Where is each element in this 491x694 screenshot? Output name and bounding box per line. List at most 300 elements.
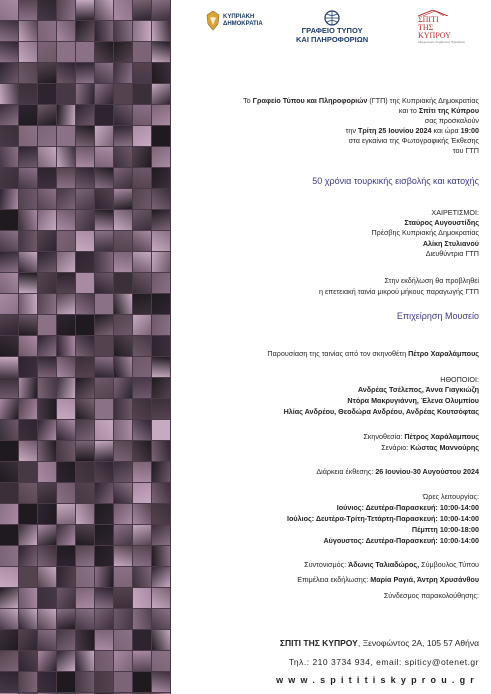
intro-1c: (ΓΤΠ) της Κυπριακής Δημοκρατίας — [367, 96, 479, 105]
collage-photo-tile — [114, 630, 132, 650]
collage-photo-tile — [76, 399, 94, 419]
intro-line-3: σας προσκαλούν — [424, 116, 479, 125]
collage-photo-tile — [114, 483, 132, 503]
collage-photo-tile — [0, 609, 18, 629]
collage-photo-tile — [38, 525, 56, 545]
collage-photo-tile — [0, 336, 18, 356]
collage-photo-tile — [57, 126, 75, 146]
collage-photo-tile — [133, 42, 151, 62]
collage-photo-tile — [57, 483, 75, 503]
collage-photo-tile — [114, 210, 132, 230]
collage-photo-tile — [114, 672, 132, 692]
collage-photo-tile — [0, 126, 18, 146]
collage-photo-tile — [0, 504, 18, 524]
cyprus-emblem-icon — [206, 10, 220, 32]
collage-photo-tile — [152, 651, 170, 671]
collage-photo-tile — [95, 84, 113, 104]
hours-row — [287, 514, 479, 524]
collage-photo-tile — [114, 651, 132, 671]
collage-photo-tile — [19, 189, 37, 209]
collage-photo-tile — [114, 126, 132, 146]
collage-photo-tile — [133, 567, 151, 587]
collage-photo-tile — [95, 21, 113, 41]
speaker-2-role: Διευθύντρια ΓΤΠ — [425, 249, 479, 258]
collage-photo-tile — [152, 420, 170, 440]
collage-photo-tile — [0, 357, 18, 377]
collage-photo-tile — [19, 42, 37, 62]
collage-photo-tile — [152, 21, 170, 41]
intro-line-2 — [399, 106, 479, 116]
collage-photo-tile — [57, 315, 75, 335]
collage-photo-tile — [57, 189, 75, 209]
collage-photo-tile — [95, 462, 113, 482]
collage-photo-tile — [19, 0, 37, 20]
cyprus-republic-logo — [206, 10, 263, 32]
pio-logo-line2: ΚΑΙ ΠΛΗΡΟΦΟΡΙΩΝ — [296, 35, 369, 44]
curation-line — [297, 575, 479, 585]
collage-photo-tile — [114, 504, 132, 524]
collage-photo-tile — [38, 546, 56, 566]
collage-photo-tile — [57, 651, 75, 671]
collage-photo-tile — [95, 336, 113, 356]
collage-photo-tile — [152, 273, 170, 293]
collage-photo-tile — [114, 231, 132, 251]
collage-photo-tile — [57, 525, 75, 545]
intro-2a: και το — [398, 106, 419, 115]
collage-photo-tile — [38, 651, 56, 671]
screenwriter-name: Κώστας Μαννούρης — [410, 443, 479, 452]
director-name: Πέτρος Χαράλαμπους — [404, 432, 479, 441]
hours-row-time: 10:00-14:00 — [439, 503, 479, 512]
collage-photo-tile — [0, 84, 18, 104]
collage-photo-tile — [133, 630, 151, 650]
collage-photo-tile — [19, 210, 37, 230]
collage-photo-tile — [114, 294, 132, 314]
collage-photo-tile — [38, 672, 56, 692]
greetings-heading: ΧΑΙΡΕΤΙΣΜΟΙ: — [431, 208, 479, 217]
collage-photo-tile — [95, 672, 113, 692]
collage-photo-tile — [76, 546, 94, 566]
collage-photo-tile — [114, 0, 132, 20]
collage-photo-tile — [0, 168, 18, 188]
collage-photo-tile — [76, 420, 94, 440]
collage-photo-tile — [76, 42, 94, 62]
collage-photo-tile — [133, 399, 151, 419]
collage-photo-tile — [133, 252, 151, 272]
collage-photo-tile — [95, 147, 113, 167]
coordination-label: Συντονισμός: — [304, 560, 349, 569]
collage-photo-tile — [57, 588, 75, 608]
collage-photo-tile — [19, 63, 37, 83]
coordinator-role: Σύμβουλος Τύπου — [419, 560, 479, 569]
collage-photo-tile — [133, 546, 151, 566]
collage-photo-tile — [133, 189, 151, 209]
collage-photo-tile — [38, 126, 56, 146]
collage-photo-tile — [95, 567, 113, 587]
collage-photo-tile — [152, 63, 170, 83]
collage-photo-tile — [38, 42, 56, 62]
collage-photo-tile — [95, 651, 113, 671]
collage-photo-tile — [38, 105, 56, 125]
collage-photo-tile — [114, 189, 132, 209]
collage-photo-tile — [76, 105, 94, 125]
collage-photo-tile — [133, 105, 151, 125]
collage-photo-tile — [133, 21, 151, 41]
collage-photo-tile — [0, 294, 18, 314]
presentation-text: Παρουσίαση της ταινίας από τον σκηνοθέτη — [267, 349, 409, 358]
collage-photo-tile — [133, 210, 151, 230]
collage-photo-tile — [57, 147, 75, 167]
collage-photo-tile — [76, 294, 94, 314]
duration-value: 26 Ιουνίου-30 Αυγούστου 2024 — [375, 467, 479, 476]
footer-contact: Τηλ.: 210 3734 934, email: spiticy@otenet.gr — [288, 657, 479, 667]
photo-collage — [0, 0, 171, 694]
collage-photo-tile — [95, 609, 113, 629]
collage-photo-tile — [114, 609, 132, 629]
collage-photo-tile — [114, 21, 132, 41]
collage-photo-tile — [0, 147, 18, 167]
collage-photo-tile — [95, 168, 113, 188]
collage-photo-tile — [57, 0, 75, 20]
collage-photo-tile — [76, 189, 94, 209]
collage-photo-tile — [0, 0, 18, 20]
collage-photo-tile — [95, 504, 113, 524]
collage-photo-tile — [0, 105, 18, 125]
intro-4a: την — [345, 126, 358, 135]
collage-photo-tile — [152, 357, 170, 377]
film-title: Επιχείρηση Μουσείο — [396, 311, 479, 321]
collage-photo-tile — [57, 273, 75, 293]
collage-photo-tile — [76, 126, 94, 146]
collage-photo-tile — [19, 567, 37, 587]
collage-photo-tile — [38, 189, 56, 209]
collage-photo-tile — [76, 147, 94, 167]
collage-photo-tile — [152, 378, 170, 398]
collage-photo-tile — [0, 630, 18, 650]
collage-photo-tile — [95, 63, 113, 83]
collage-photo-tile — [114, 462, 132, 482]
collage-photo-tile — [152, 441, 170, 461]
collage-photo-tile — [114, 399, 132, 419]
intro-line-4 — [346, 126, 479, 136]
collage-photo-tile — [95, 189, 113, 209]
collage-photo-tile — [114, 378, 132, 398]
footer-org-name: ΣΠΙΤΙ ΤΗΣ ΚΥΠΡΟΥ — [279, 638, 358, 648]
collage-photo-tile — [0, 315, 18, 335]
collage-photo-tile — [57, 441, 75, 461]
collage-photo-tile — [76, 483, 94, 503]
collage-photo-tile — [152, 630, 170, 650]
collage-photo-tile — [76, 336, 94, 356]
collage-photo-tile — [38, 441, 56, 461]
collage-photo-tile — [76, 672, 94, 692]
hours-row-time: 10:00-14:00 — [439, 536, 479, 545]
intro-pio: Γραφείο Τύπου και Πληροφοριών — [252, 96, 368, 105]
collage-photo-tile — [95, 273, 113, 293]
collage-photo-tile — [57, 84, 75, 104]
collage-photo-tile — [38, 210, 56, 230]
collage-photo-tile — [19, 126, 37, 146]
hours-row-time: 10:00-18:00 — [439, 525, 479, 534]
collage-photo-tile — [19, 315, 37, 335]
collage-photo-tile — [95, 315, 113, 335]
collage-photo-tile — [57, 567, 75, 587]
collage-photo-tile — [95, 630, 113, 650]
collage-photo-tile — [57, 378, 75, 398]
collage-photo-tile — [133, 273, 151, 293]
collage-photo-tile — [19, 336, 37, 356]
collage-photo-tile — [0, 21, 18, 41]
collage-photo-tile — [0, 273, 18, 293]
collage-photo-tile — [19, 483, 37, 503]
collage-photo-tile — [38, 21, 56, 41]
collage-photo-tile — [38, 273, 56, 293]
collage-photo-tile — [133, 588, 151, 608]
collage-photo-tile — [19, 21, 37, 41]
collage-photo-tile — [19, 378, 37, 398]
collage-photo-tile — [57, 42, 75, 62]
collage-photo-tile — [19, 84, 37, 104]
collage-photo-tile — [0, 588, 18, 608]
speaker-2-name: Αλίκη Στυλιανού — [422, 239, 479, 248]
footer-address-text: , Ξενοφώντος 2Α, 105 57 Αθήνα — [357, 638, 479, 648]
collage-photo-tile — [57, 63, 75, 83]
collage-photo-tile — [57, 210, 75, 230]
collage-photo-tile — [95, 357, 113, 377]
collage-photo-tile — [133, 609, 151, 629]
collage-photo-tile — [57, 294, 75, 314]
collage-photo-tile — [152, 504, 170, 524]
collage-photo-tile — [38, 168, 56, 188]
collage-photo-tile — [0, 525, 18, 545]
collage-photo-tile — [152, 672, 170, 692]
collage-photo-tile — [95, 105, 113, 125]
collage-photo-tile — [19, 651, 37, 671]
collage-photo-tile — [133, 63, 151, 83]
collage-photo-tile — [152, 42, 170, 62]
collage-photo-tile — [133, 147, 151, 167]
invitation-content — [178, 0, 483, 694]
collage-photo-tile — [152, 189, 170, 209]
collage-photo-tile — [95, 420, 113, 440]
collage-photo-tile — [76, 21, 94, 41]
collage-photo-tile — [133, 315, 151, 335]
collage-photo-tile — [38, 504, 56, 524]
collage-photo-tile — [38, 315, 56, 335]
intro-line-1 — [243, 96, 479, 106]
collage-photo-tile — [38, 63, 56, 83]
collage-photo-tile — [114, 84, 132, 104]
collage-photo-tile — [152, 315, 170, 335]
collage-photo-tile — [152, 546, 170, 566]
collage-photo-tile — [38, 84, 56, 104]
screening-line-1: Στην εκδήλωση θα προβληθεί — [384, 276, 479, 285]
collage-photo-tile — [57, 546, 75, 566]
pio-globe-icon — [321, 10, 343, 26]
collage-photo-tile — [19, 504, 37, 524]
collage-photo-tile — [133, 441, 151, 461]
collage-photo-tile — [114, 546, 132, 566]
collage-photo-tile — [95, 126, 113, 146]
collage-photo-tile — [114, 420, 132, 440]
collage-photo-tile — [0, 546, 18, 566]
collage-photo-tile — [38, 483, 56, 503]
collage-photo-tile — [76, 441, 94, 461]
collage-photo-tile — [38, 378, 56, 398]
speaker-1-role: Πρέσβης Κυπριακής Δημοκρατίας — [371, 228, 479, 237]
hours-row-label: Ιούλιος: Δευτέρα-Τρίτη-Τετάρτη-Παρασκευή: — [287, 514, 438, 523]
intro-time: 19:00 — [460, 126, 479, 135]
collage-photo-tile — [95, 588, 113, 608]
actors-line-1: Ανδρέας Τσέλεπος, Άννα Γιαγκιώζη — [357, 385, 479, 394]
collage-photo-tile — [76, 378, 94, 398]
intro-1a: Το — [243, 96, 253, 105]
collage-photo-tile — [133, 651, 151, 671]
duration-line — [316, 467, 479, 477]
collage-photo-tile — [114, 525, 132, 545]
collage-photo-tile — [19, 294, 37, 314]
collage-photo-tile — [76, 504, 94, 524]
exhibition-title: 50 χρόνια τουρκικής εισβολής και κατοχής — [312, 176, 479, 186]
collage-photo-tile — [76, 84, 94, 104]
hours-row-label: Αύγουστος: Δευτέρα-Παρασκευή: — [323, 536, 438, 545]
collage-photo-tile — [152, 294, 170, 314]
collage-photo-tile — [57, 420, 75, 440]
collage-photo-tile — [76, 525, 94, 545]
house-logo-line3: ΚΥΠΡΟΥ — [418, 31, 451, 40]
collage-photo-tile — [38, 336, 56, 356]
script-label: Σενάριο: — [381, 443, 411, 452]
collage-photo-tile — [38, 357, 56, 377]
collage-photo-tile — [38, 0, 56, 20]
collage-photo-tile — [38, 609, 56, 629]
hours-row — [323, 536, 479, 546]
collage-photo-tile — [95, 525, 113, 545]
collage-photo-tile — [114, 42, 132, 62]
collage-photo-tile — [114, 168, 132, 188]
collage-photo-tile — [76, 63, 94, 83]
collage-photo-tile — [76, 315, 94, 335]
collage-photo-tile — [152, 336, 170, 356]
intro-house: Σπίτι της Κύπρου — [418, 106, 479, 115]
cyprus-logo-line1: ΚΥΠΡΙΑΚΗ — [223, 14, 255, 20]
collage-photo-tile — [152, 462, 170, 482]
collage-photo-tile — [76, 273, 94, 293]
collage-photo-tile — [0, 399, 18, 419]
collage-photo-tile — [114, 588, 132, 608]
collage-photo-tile — [76, 357, 94, 377]
curation-label: Επιμέλεια εκδήλωσης: — [297, 575, 371, 584]
collage-photo-tile — [114, 252, 132, 272]
collage-photo-tile — [38, 252, 56, 272]
collage-photo-tile — [133, 483, 151, 503]
collage-photo-tile — [133, 378, 151, 398]
direction-line — [363, 432, 479, 442]
collage-photo-tile — [76, 231, 94, 251]
collage-photo-tile — [0, 483, 18, 503]
collage-photo-tile — [19, 420, 37, 440]
collage-photo-tile — [38, 420, 56, 440]
collage-photo-tile — [0, 63, 18, 83]
intro-date: Τρίτη 25 Ιουνίου 2024 — [357, 126, 432, 135]
collage-photo-tile — [152, 105, 170, 125]
collage-photo-tile — [95, 378, 113, 398]
collage-photo-tile — [152, 147, 170, 167]
curators-names: Μαρία Ραγιά, Άντρη Χρυσάνθου — [370, 575, 479, 584]
collage-photo-tile — [152, 588, 170, 608]
collage-photo-tile — [95, 294, 113, 314]
collage-photo-tile — [38, 399, 56, 419]
collage-photo-tile — [57, 504, 75, 524]
collage-photo-tile — [152, 567, 170, 587]
collage-photo-tile — [76, 0, 94, 20]
collage-photo-tile — [152, 0, 170, 20]
collage-photo-tile — [76, 252, 94, 272]
cyprus-logo-line2: ΔΗΜΟΚΡΑΤΙΑ — [223, 21, 263, 27]
collage-photo-tile — [38, 294, 56, 314]
actors-line-3: Ηλίας Ανδρέου, Θεοδώρα Ανδρέου, Ανδρέας Κουτσόφτας — [283, 407, 479, 416]
collage-photo-tile — [114, 273, 132, 293]
collage-photo-tile — [133, 168, 151, 188]
actors-line-2: Ντόρα Μακρυγιάννη, Έλενα Ολυμπίου — [347, 396, 479, 405]
collage-photo-tile — [114, 105, 132, 125]
collage-photo-tile — [57, 336, 75, 356]
collage-photo-tile — [19, 462, 37, 482]
collage-photo-tile — [0, 420, 18, 440]
collage-photo-tile — [57, 672, 75, 692]
collage-photo-tile — [19, 525, 37, 545]
collage-photo-tile — [76, 210, 94, 230]
collage-photo-tile — [38, 630, 56, 650]
collage-photo-tile — [57, 462, 75, 482]
collage-photo-tile — [133, 504, 151, 524]
house-of-cyprus-logo — [418, 10, 465, 44]
collage-photo-tile — [19, 546, 37, 566]
collage-photo-tile — [19, 588, 37, 608]
collage-photo-tile — [19, 231, 37, 251]
collage-photo-tile — [19, 609, 37, 629]
collage-photo-tile — [133, 357, 151, 377]
speaker-1-name: Σταύρος Αυγουστίδης — [404, 218, 479, 227]
collage-photo-tile — [57, 231, 75, 251]
collage-photo-tile — [133, 672, 151, 692]
logo-bar — [178, 10, 483, 50]
collage-photo-tile — [76, 609, 94, 629]
collage-photo-tile — [0, 378, 18, 398]
collage-photo-tile — [133, 336, 151, 356]
collage-photo-tile — [19, 630, 37, 650]
intro-line-6: του ΓΤΠ — [452, 146, 479, 155]
duration-label: Διάρκεια έκθεσης: — [316, 467, 376, 476]
collage-photo-tile — [152, 399, 170, 419]
collage-photo-tile — [152, 252, 170, 272]
collage-photo-tile — [38, 567, 56, 587]
collage-photo-tile — [133, 420, 151, 440]
coordinator-name: Άδωνις Ταλιαδώρος, — [348, 560, 420, 569]
actors-heading: ΗΘΟΠΟΙΟΙ: — [440, 375, 479, 384]
intro-4c: και ώρα — [431, 126, 461, 135]
collage-photo-tile — [152, 231, 170, 251]
collage-photo-tile — [0, 210, 18, 230]
hours-row — [412, 525, 479, 535]
collage-photo-tile — [95, 399, 113, 419]
collage-photo-tile — [133, 84, 151, 104]
hours-row-label: Πέμπτη — [411, 525, 438, 534]
collage-photo-tile — [57, 609, 75, 629]
collage-photo-tile — [95, 252, 113, 272]
collage-photo-tile — [152, 609, 170, 629]
collage-photo-tile — [19, 168, 37, 188]
